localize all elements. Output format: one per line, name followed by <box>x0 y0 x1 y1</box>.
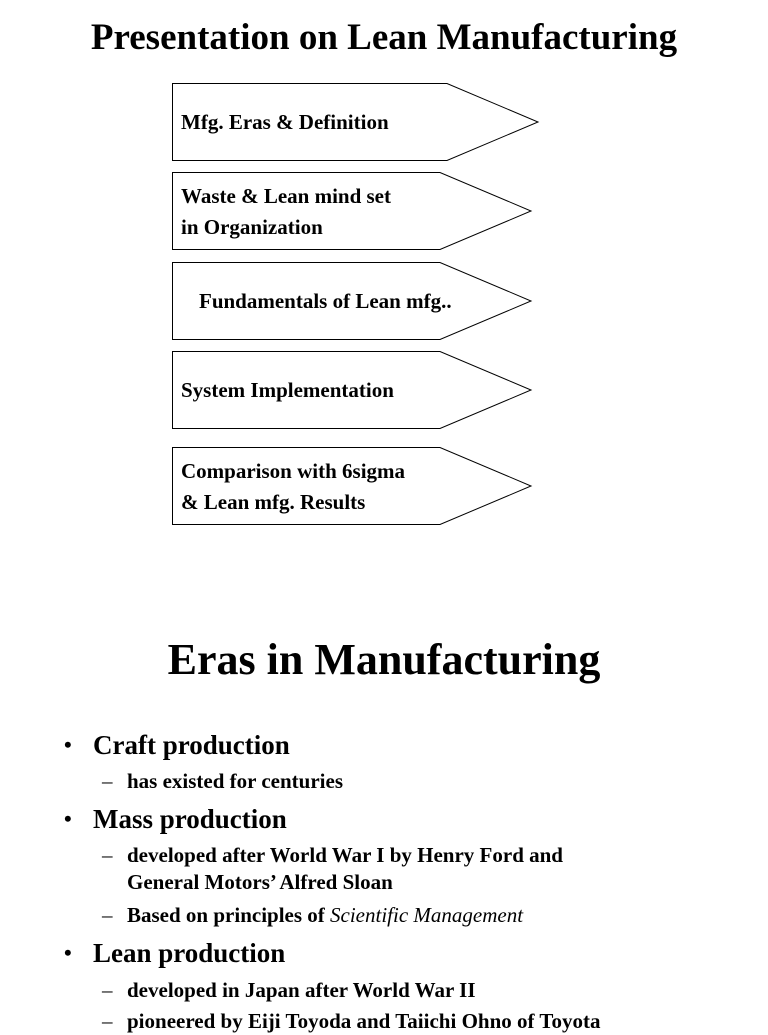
dash-marker: – <box>102 903 113 927</box>
bullet-item <box>64 804 287 835</box>
bullet-text: Lean production <box>93 938 286 968</box>
bullet-marker: • <box>64 732 72 757</box>
bullet-marker: • <box>64 806 72 831</box>
agenda-label: Waste & Lean mind set in Organization <box>181 184 391 239</box>
agenda-label: Mfg. Eras & Definition <box>181 110 389 134</box>
slide-title: Presentation on Lean Manufacturing <box>90 17 678 58</box>
dash-marker: – <box>102 978 113 1002</box>
section-title: Eras in Manufacturing <box>167 635 601 684</box>
sub-bullet-item <box>102 1008 600 1035</box>
bullet-item <box>64 730 290 761</box>
italic-term: Scientific Management <box>330 903 524 927</box>
sub-bullet-item <box>102 902 523 929</box>
dash-marker: – <box>102 843 113 867</box>
sub-bullet-text: Based on principles of Scientific Management <box>127 903 524 927</box>
dash-marker: – <box>102 1009 113 1033</box>
bullet-item <box>64 938 285 969</box>
sub-bullet-text: has existed for centuries <box>127 769 343 793</box>
agenda-label: Fundamentals of Lean mfg.. <box>199 289 452 313</box>
sub-bullet-text: pioneered by Eiji Toyoda and Taiichi Ohno of Toyota <box>127 1009 601 1033</box>
sub-bullet-item <box>102 768 343 795</box>
dash-marker: – <box>102 769 113 793</box>
sub-bullet-text: General Motors’ Alfred Sloan <box>127 870 393 894</box>
bullet-text: Craft production <box>93 730 290 760</box>
sub-bullet-text: developed in Japan after World War II <box>127 978 476 1002</box>
sub-bullet-text: developed after World War I by Henry Ford and <box>127 843 563 867</box>
sub-bullet-item <box>102 977 476 1004</box>
sub-bullet-item <box>102 842 563 896</box>
bullet-marker: • <box>64 940 72 965</box>
agenda-label: Comparison with 6sigma & Lean mfg. Results <box>181 459 406 514</box>
bullet-text: Mass production <box>93 804 287 834</box>
agenda-label: System Implementation <box>181 378 394 402</box>
